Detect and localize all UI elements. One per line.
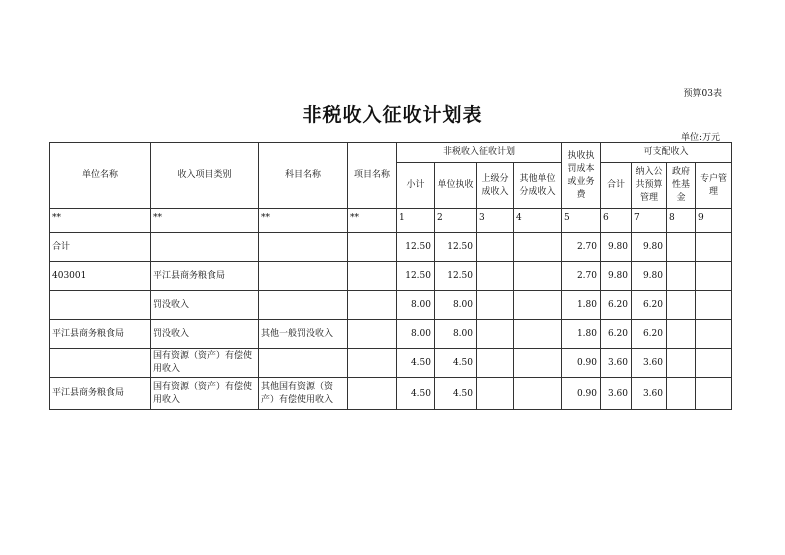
table-row [50,291,732,320]
cell-other-unit-share [514,262,562,291]
cell-cost: 2.70 [562,233,601,262]
cell-superior-share [477,233,514,262]
index-cell: ** [259,209,348,233]
table-row [50,262,732,291]
cell-superior-share [477,378,514,410]
header-revenue-category: 收入项目类别 [151,143,259,209]
cell-budget-managed: 3.60 [632,378,667,410]
cell-revenue-category: 国有资源（资产）有偿使用收入 [151,378,259,410]
cell-gov-fund [667,262,696,291]
cell-total: 6.20 [601,291,632,320]
header-budget-managed: 纳入公共预算管理 [632,163,667,209]
cell-superior-share [477,320,514,349]
header-superior-share: 上级分成收入 [477,163,514,209]
index-cell: 1 [397,209,435,233]
cell-project-name [348,262,397,291]
cell-subtotal: 8.00 [397,291,435,320]
cell-cost: 0.90 [562,349,601,378]
page-title: 非税收入征收计划表 [302,104,483,126]
header-subject-name: 科目名称 [259,143,348,209]
header-total: 合计 [601,163,632,209]
header-other-unit-share: 其他单位分成收入 [514,163,562,209]
cell-subtotal: 4.50 [397,349,435,378]
cell-unit-name: 合计 [50,233,151,262]
header-special: 专户管理 [696,163,732,209]
cell-unit-name: 平江县商务粮食局 [50,320,151,349]
cell-superior-share [477,349,514,378]
index-cell: ** [50,209,151,233]
cell-budget-managed: 3.60 [632,349,667,378]
form-code: 预算03表 [683,89,722,99]
index-cell: 2 [435,209,477,233]
index-cell: 3 [477,209,514,233]
cell-total: 6.20 [601,320,632,349]
cell-revenue-category: 罚没收入 [151,320,259,349]
cell-gov-fund [667,378,696,410]
cell-gov-fund [667,233,696,262]
table-row [50,349,732,378]
cell-gov-fund [667,320,696,349]
cell-subtotal: 12.50 [397,233,435,262]
cell-special [696,262,732,291]
cell-unit-name [50,349,151,378]
cell-unit-name: 平江县商务粮食局 [50,378,151,410]
cell-project-name [348,291,397,320]
cell-gov-fund [667,349,696,378]
cell-subject-name [259,262,348,291]
cell-cost: 1.80 [562,320,601,349]
cell-superior-share [477,291,514,320]
index-cell: 4 [514,209,562,233]
cell-budget-managed: 6.20 [632,320,667,349]
cell-other-unit-share [514,291,562,320]
cell-unit-collection: 4.50 [435,378,477,410]
header-cost: 执收执罚成本或业务费 [562,143,601,209]
cell-budget-managed: 6.20 [632,291,667,320]
index-cell: ** [348,209,397,233]
header-unit-collection: 单位执收 [435,163,477,209]
cell-total: 9.80 [601,262,632,291]
index-cell: 9 [696,209,732,233]
cell-subtotal: 8.00 [397,320,435,349]
cell-total: 3.60 [601,378,632,410]
cell-project-name [348,233,397,262]
cell-subject-name: 其他一般罚没收入 [259,320,348,349]
cell-unit-collection: 8.00 [435,291,477,320]
cell-special [696,378,732,410]
header-project-name: 项目名称 [348,143,397,209]
header-subtotal: 小计 [397,163,435,209]
cell-total: 3.60 [601,349,632,378]
header-unit-name: 单位名称 [50,143,151,209]
header-gov-fund: 政府性基金 [667,163,696,209]
cell-subject-name: 其他国有资源（资产）有偿使用收入 [259,378,348,410]
cell-revenue-category: 国有资源（资产）有偿使用收入 [151,349,259,378]
cell-project-name [348,320,397,349]
cell-budget-managed: 9.80 [632,262,667,291]
table-row [50,378,732,410]
cell-cost: 1.80 [562,291,601,320]
cell-subtotal: 12.50 [397,262,435,291]
cell-other-unit-share [514,349,562,378]
cell-cost: 0.90 [562,378,601,410]
index-cell: 7 [632,209,667,233]
cell-total: 9.80 [601,233,632,262]
cell-superior-share [477,262,514,291]
cell-unit-collection: 12.50 [435,262,477,291]
revenue-plan-table [49,142,732,410]
cell-revenue-category [151,233,259,262]
cell-special [696,233,732,262]
cell-subject-name [259,349,348,378]
index-cell: 5 [562,209,601,233]
cell-revenue-category: 罚没收入 [151,291,259,320]
cell-unit-name: 403001 [50,262,151,291]
header-plan-group: 非税收入征收计划 [397,143,562,163]
index-cell: 8 [667,209,696,233]
cell-subject-name [259,233,348,262]
cell-subject-name [259,291,348,320]
cell-unit-collection: 12.50 [435,233,477,262]
cell-other-unit-share [514,378,562,410]
cell-other-unit-share [514,233,562,262]
cell-other-unit-share [514,320,562,349]
cell-unit-name [50,291,151,320]
header-available-group: 可支配收入 [601,143,732,163]
cell-budget-managed: 9.80 [632,233,667,262]
cell-special [696,349,732,378]
cell-project-name [348,378,397,410]
index-cell: ** [151,209,259,233]
unit-label: 单位:万元 [680,133,720,143]
cell-special [696,291,732,320]
cell-gov-fund [667,291,696,320]
index-cell: 6 [601,209,632,233]
table-row [50,233,732,262]
table-row [50,320,732,349]
index-row [50,209,732,233]
cell-cost: 2.70 [562,262,601,291]
cell-unit-collection: 4.50 [435,349,477,378]
cell-project-name [348,349,397,378]
cell-unit-collection: 8.00 [435,320,477,349]
cell-subtotal: 4.50 [397,378,435,410]
cell-special [696,320,732,349]
cell-revenue-category: 平江县商务粮食局 [151,262,259,291]
